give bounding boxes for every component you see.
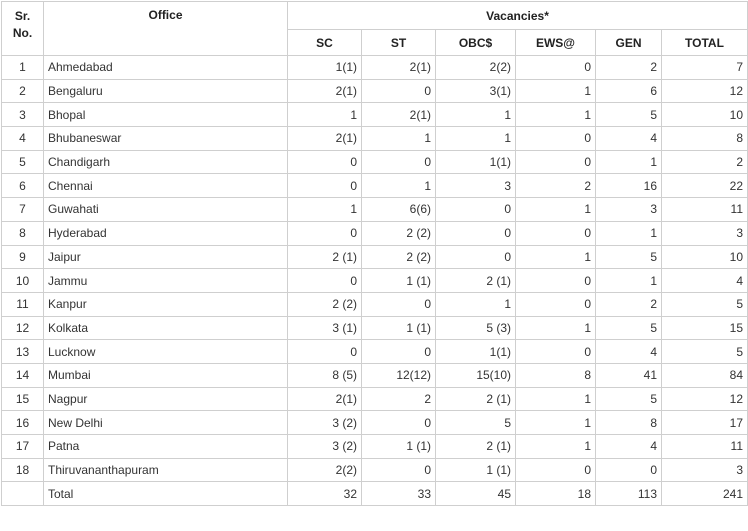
cell-st: 0	[362, 292, 436, 316]
cell-sr: 5	[2, 150, 44, 174]
cell-ews: 0	[516, 221, 596, 245]
cell-obc: 0	[436, 245, 516, 269]
cell-st: 1 (1)	[362, 316, 436, 340]
cell-total: 5	[662, 340, 748, 364]
cell-ews: 0	[516, 127, 596, 151]
table-row	[2, 79, 748, 103]
cell-gen: 1	[596, 221, 662, 245]
cell-st: 1	[362, 127, 436, 151]
table-row	[2, 292, 748, 316]
cell-sr: 6	[2, 174, 44, 198]
cell-st: 2	[362, 387, 436, 411]
cell-office: Bhubaneswar	[44, 127, 288, 151]
cell-sr: 7	[2, 198, 44, 222]
cell-obc: 5	[436, 411, 516, 435]
cell-obc: 1	[436, 127, 516, 151]
table-row	[2, 150, 748, 174]
cell-obc: 15(10)	[436, 363, 516, 387]
header-ews: EWS@	[516, 30, 596, 56]
cell-gen: 3	[596, 198, 662, 222]
cell-office: Hyderabad	[44, 221, 288, 245]
cell-ews: 8	[516, 363, 596, 387]
cell-office: Ahmedabad	[44, 56, 288, 80]
header-vacancies: Vacancies*	[288, 2, 748, 30]
cell-gen: 5	[596, 245, 662, 269]
cell-st: 0	[362, 458, 436, 482]
cell-ews: 1	[516, 79, 596, 103]
cell-sc: 0	[288, 150, 362, 174]
cell-ews: 0	[516, 340, 596, 364]
cell-sr: 12	[2, 316, 44, 340]
cell-obc: 1	[436, 103, 516, 127]
table-row	[2, 103, 748, 127]
cell-sr: 9	[2, 245, 44, 269]
cell-ews: 1	[516, 103, 596, 127]
cell-ews: 1	[516, 245, 596, 269]
cell-sr: 15	[2, 387, 44, 411]
cell-sc: 2(1)	[288, 387, 362, 411]
cell-sr: 14	[2, 363, 44, 387]
cell-total: 4	[662, 269, 748, 293]
cell-office: Jammu	[44, 269, 288, 293]
cell-sc: 3 (2)	[288, 411, 362, 435]
cell-sr: 16	[2, 411, 44, 435]
table-row	[2, 127, 748, 151]
cell-sc: 2 (2)	[288, 292, 362, 316]
cell-ews: 1	[516, 198, 596, 222]
cell-ews: 1	[516, 387, 596, 411]
table-row	[2, 245, 748, 269]
cell-office: Mumbai	[44, 363, 288, 387]
table-row	[2, 340, 748, 364]
cell-st: 2 (2)	[362, 221, 436, 245]
cell-gen: 5	[596, 103, 662, 127]
cell-total: 8	[662, 127, 748, 151]
cell-gen: 5	[596, 316, 662, 340]
cell-office: Patna	[44, 435, 288, 459]
total-sc: 32	[288, 482, 362, 506]
cell-gen: 0	[596, 458, 662, 482]
cell-office: New Delhi	[44, 411, 288, 435]
cell-obc: 2 (1)	[436, 269, 516, 293]
cell-sc: 2 (1)	[288, 245, 362, 269]
cell-gen: 4	[596, 435, 662, 459]
cell-total: 12	[662, 387, 748, 411]
cell-ews: 0	[516, 458, 596, 482]
header-sr-line1: Sr.	[14, 9, 31, 23]
cell-st: 12(12)	[362, 363, 436, 387]
table-row	[2, 316, 748, 340]
table-row	[2, 387, 748, 411]
cell-obc: 3	[436, 174, 516, 198]
header-row-top	[2, 2, 748, 30]
cell-st: 1 (1)	[362, 435, 436, 459]
cell-st: 2 (2)	[362, 245, 436, 269]
cell-total: 5	[662, 292, 748, 316]
cell-sc: 8 (5)	[288, 363, 362, 387]
total-ews: 18	[516, 482, 596, 506]
cell-office: Kanpur	[44, 292, 288, 316]
cell-total: 22	[662, 174, 748, 198]
cell-sr-empty	[2, 482, 44, 506]
cell-gen: 2	[596, 292, 662, 316]
cell-obc: 1 (1)	[436, 458, 516, 482]
header-obc: OBC$	[436, 30, 516, 56]
cell-st: 0	[362, 411, 436, 435]
cell-office: Bengaluru	[44, 79, 288, 103]
cell-obc: 0	[436, 221, 516, 245]
header-gen: GEN	[596, 30, 662, 56]
cell-gen: 1	[596, 150, 662, 174]
cell-total: 11	[662, 435, 748, 459]
cell-ews: 0	[516, 292, 596, 316]
cell-total: 84	[662, 363, 748, 387]
cell-gen: 4	[596, 127, 662, 151]
table-row	[2, 458, 748, 482]
cell-gen: 4	[596, 340, 662, 364]
cell-gen: 2	[596, 56, 662, 80]
cell-ews: 0	[516, 56, 596, 80]
cell-obc: 1(1)	[436, 340, 516, 364]
cell-gen: 1	[596, 269, 662, 293]
cell-ews: 1	[516, 411, 596, 435]
cell-obc: 1(1)	[436, 150, 516, 174]
cell-sc: 1	[288, 198, 362, 222]
header-sc: SC	[288, 30, 362, 56]
cell-obc: 2 (1)	[436, 435, 516, 459]
cell-total: 3	[662, 458, 748, 482]
cell-total: 15	[662, 316, 748, 340]
header-sr-line2: No.	[12, 26, 33, 40]
cell-sr: 13	[2, 340, 44, 364]
table-row	[2, 221, 748, 245]
cell-sr: 18	[2, 458, 44, 482]
cell-gen: 8	[596, 411, 662, 435]
cell-obc: 5 (3)	[436, 316, 516, 340]
cell-sr: 11	[2, 292, 44, 316]
cell-office: Bhopal	[44, 103, 288, 127]
cell-total: 12	[662, 79, 748, 103]
cell-st: 1 (1)	[362, 269, 436, 293]
cell-sr: 2	[2, 79, 44, 103]
cell-office: Chennai	[44, 174, 288, 198]
table-row	[2, 198, 748, 222]
cell-gen: 5	[596, 387, 662, 411]
cell-sc: 3 (2)	[288, 435, 362, 459]
cell-sc: 2(1)	[288, 127, 362, 151]
total-gen: 113	[596, 482, 662, 506]
cell-office: Guwahati	[44, 198, 288, 222]
cell-obc: 0	[436, 198, 516, 222]
totals-row	[2, 482, 748, 506]
cell-sc: 0	[288, 221, 362, 245]
cell-sc: 3 (1)	[288, 316, 362, 340]
cell-total: 7	[662, 56, 748, 80]
cell-st: 2(1)	[362, 103, 436, 127]
cell-sc: 2(1)	[288, 79, 362, 103]
cell-sr: 4	[2, 127, 44, 151]
cell-total: 11	[662, 198, 748, 222]
cell-st: 0	[362, 340, 436, 364]
cell-obc: 1	[436, 292, 516, 316]
header-total: TOTAL	[662, 30, 748, 56]
cell-total: 17	[662, 411, 748, 435]
total-st: 33	[362, 482, 436, 506]
cell-total: 2	[662, 150, 748, 174]
cell-ews: 1	[516, 316, 596, 340]
header-office: Office	[44, 2, 288, 56]
cell-sr: 17	[2, 435, 44, 459]
cell-sr: 10	[2, 269, 44, 293]
cell-office: Thiruvananthapuram	[44, 458, 288, 482]
cell-sc: 0	[288, 269, 362, 293]
cell-sc: 1(1)	[288, 56, 362, 80]
cell-office: Chandigarh	[44, 150, 288, 174]
table-row	[2, 363, 748, 387]
table-row	[2, 269, 748, 293]
header-sr-no	[2, 2, 44, 56]
cell-ews: 0	[516, 150, 596, 174]
cell-ews: 2	[516, 174, 596, 198]
cell-obc: 2(2)	[436, 56, 516, 80]
cell-sr: 1	[2, 56, 44, 80]
cell-gen: 41	[596, 363, 662, 387]
cell-obc: 2 (1)	[436, 387, 516, 411]
cell-total: 10	[662, 103, 748, 127]
vacancies-table	[1, 1, 748, 506]
cell-ews: 0	[516, 269, 596, 293]
cell-office: Kolkata	[44, 316, 288, 340]
cell-gen: 6	[596, 79, 662, 103]
total-obc: 45	[436, 482, 516, 506]
cell-sr: 3	[2, 103, 44, 127]
cell-office: Lucknow	[44, 340, 288, 364]
cell-st: 6(6)	[362, 198, 436, 222]
header-st: ST	[362, 30, 436, 56]
cell-sc: 2(2)	[288, 458, 362, 482]
total-total: 241	[662, 482, 748, 506]
table-row	[2, 174, 748, 198]
table-row	[2, 411, 748, 435]
totals-label: Total	[44, 482, 288, 506]
cell-st: 1	[362, 174, 436, 198]
cell-sr: 8	[2, 221, 44, 245]
cell-st: 0	[362, 79, 436, 103]
cell-total: 10	[662, 245, 748, 269]
cell-sc: 0	[288, 174, 362, 198]
cell-st: 2(1)	[362, 56, 436, 80]
cell-sc: 0	[288, 340, 362, 364]
cell-total: 3	[662, 221, 748, 245]
cell-gen: 16	[596, 174, 662, 198]
cell-sc: 1	[288, 103, 362, 127]
cell-st: 0	[362, 150, 436, 174]
table-row	[2, 56, 748, 80]
cell-office: Nagpur	[44, 387, 288, 411]
table-row	[2, 435, 748, 459]
cell-obc: 3(1)	[436, 79, 516, 103]
cell-office: Jaipur	[44, 245, 288, 269]
cell-ews: 1	[516, 435, 596, 459]
